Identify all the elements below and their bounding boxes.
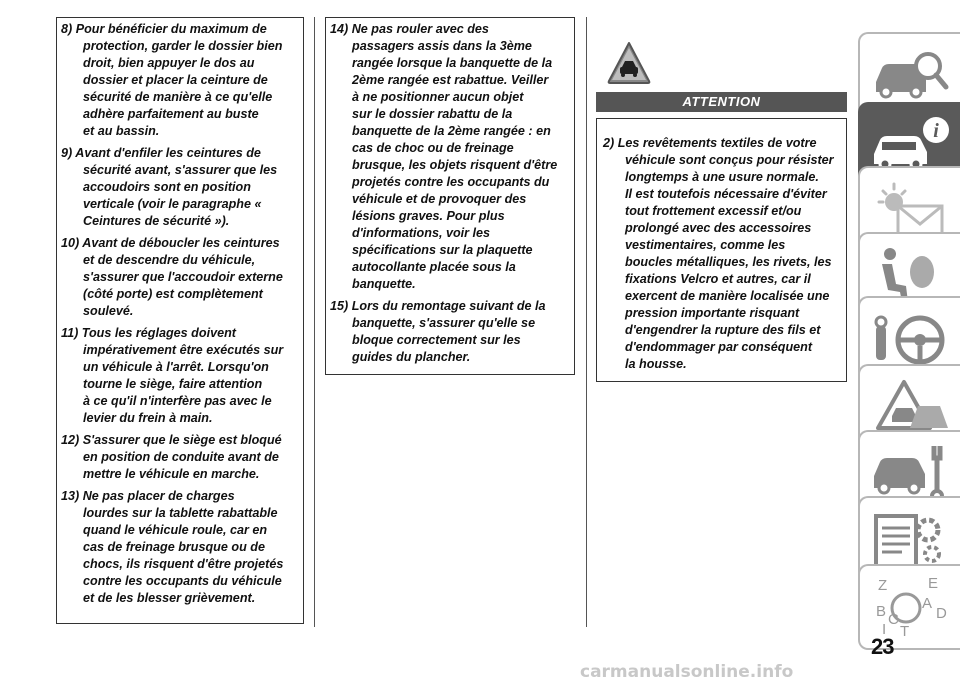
item-line: cas de choc ou de freinage <box>352 141 514 155</box>
index-letter: I <box>882 621 887 638</box>
item-line: tourne le siège, faire attention <box>83 377 263 391</box>
attention-text <box>603 135 847 378</box>
item-line: mettre le véhicule en marche. <box>83 467 260 481</box>
item-first-line: 2) Les revêtements textiles de votre <box>603 136 817 150</box>
item-line: droit, bien appuyer le dos au <box>83 56 255 70</box>
column-divider <box>586 17 587 627</box>
item-line: quand le véhicule roule, car en <box>83 523 268 537</box>
item-line: fixations Velcro et autres, car il <box>625 272 811 286</box>
item-line: bloque correctement sur les <box>352 333 521 347</box>
index-letter: Z <box>878 577 888 594</box>
item-line: boucles métalliques, les rivets, les <box>625 255 832 269</box>
item-line: tout frottement excessif et/ou <box>625 204 802 218</box>
item-line: et de descendre du véhicule, <box>83 253 256 267</box>
item-first-line: 10) Avant de déboucler les ceintures <box>61 236 280 250</box>
item-line: chocs, ils risquent d'être projetés <box>83 557 284 571</box>
item-line: vestimentaires, comme les <box>625 238 786 252</box>
column-2-text <box>330 21 576 371</box>
item-line: à ce qu'il n'interfère pas avec le <box>83 394 272 408</box>
item-line: brusque, les objets risquent d'être <box>352 158 558 172</box>
index-letter: T <box>900 623 910 640</box>
item-line: dossier et placer la ceinture de <box>83 73 268 87</box>
item-line: guides du plancher. <box>352 350 471 364</box>
attention-title: ATTENTION <box>596 92 847 112</box>
item-line: sécurité avant, s'assurer que les <box>83 163 278 177</box>
item-line: Ceintures de sécurité »). <box>83 214 230 228</box>
list-item <box>61 432 305 483</box>
list-item <box>61 488 305 607</box>
page-number: 23 <box>871 634 894 659</box>
index-letter: E <box>928 576 939 592</box>
item-line: levier du frein à main. <box>83 411 213 425</box>
item-line: à ne positionner aucun objet <box>352 90 524 104</box>
item-line: verticale (voir le paragraphe « <box>83 197 262 211</box>
item-line: soulevé. <box>83 304 134 318</box>
list-item <box>61 21 305 140</box>
index-letter: C <box>888 611 899 628</box>
item-line: cas de freinage brusque ou de <box>83 540 265 554</box>
item-line: exercent de manière localisée une <box>625 289 830 303</box>
item-line: projetés contre les occupants du <box>352 175 550 189</box>
svg-text:i: i <box>933 120 939 142</box>
column-divider <box>314 17 315 627</box>
column-1-text <box>61 21 305 612</box>
warning-triangle-icon <box>606 40 652 86</box>
specifications-gear-icon <box>870 508 950 572</box>
list-item <box>61 325 305 427</box>
item-line: véhicule et de provoquer des <box>352 192 527 206</box>
item-line: spécifications sur la plaquette <box>352 243 533 257</box>
item-line: Il est toutefois nécessaire d'éviter <box>625 187 827 201</box>
item-first-line: 11) Tous les réglages doivent <box>61 326 236 340</box>
list-item <box>330 21 576 293</box>
instructions-column-1 <box>56 17 304 624</box>
item-line: impérativement être exécutés sur <box>83 343 284 357</box>
item-line: protection, garder le dossier bien <box>83 39 283 53</box>
item-line: un véhicule à l'arrêt. Lorsqu'on <box>83 360 269 374</box>
item-line: 2ème rangée est rabattue. Veiller <box>352 73 549 87</box>
item-line: autocollante placée sous la <box>352 260 516 274</box>
item-line: longtemps à une usure normale. <box>625 170 819 184</box>
item-line: véhicule sont conçus pour résister <box>625 153 834 167</box>
attention-box <box>596 118 847 382</box>
list-item <box>330 298 576 366</box>
item-line: accoudoirs sont en position <box>83 180 251 194</box>
item-line: rangée lorsque la banquette de la <box>352 56 553 70</box>
item-line: (côté porte) est complètement <box>83 287 263 301</box>
item-line: sécurité de manière à ce qu'elle <box>83 90 273 104</box>
item-line: la housse. <box>625 357 687 371</box>
item-line: contre les occupants du véhicule <box>83 574 282 588</box>
index-letter: D <box>936 605 947 622</box>
item-line: d'endommager par conséquent <box>625 340 813 354</box>
item-line: banquette, s'assurer qu'elle se <box>352 316 536 330</box>
instructions-column-2 <box>325 17 575 375</box>
list-item <box>61 145 305 230</box>
item-line: en position de conduite avant de <box>83 450 279 464</box>
item-line: lésions graves. Pour plus <box>352 209 505 223</box>
item-line: prolongé avec des accessoires <box>625 221 812 235</box>
steering-key-icon <box>870 308 950 372</box>
item-line: d'engendrer la rupture des fils et <box>625 323 821 337</box>
watermark: carmanualsonline.info <box>580 662 794 682</box>
item-first-line: 15) Lors du remontage suivant de la <box>330 299 546 313</box>
item-line: d'informations, voir les <box>352 226 491 240</box>
index-letters-icon <box>870 576 950 640</box>
list-item <box>603 135 847 373</box>
item-line: et au bassin. <box>83 124 160 138</box>
item-line: banquette. <box>352 277 416 291</box>
list-item <box>61 235 305 320</box>
item-line: adhère parfaitement au buste <box>83 107 259 121</box>
item-first-line: 14) Ne pas rouler avec des <box>330 22 489 36</box>
item-line: banquette de la 2ème rangée : en <box>352 124 551 138</box>
car-search-icon <box>870 44 950 108</box>
item-line: passagers assis dans la 3ème <box>352 39 532 53</box>
index-letter: A <box>922 595 933 612</box>
item-line: s'assurer que l'accoudoir externe <box>83 270 283 284</box>
item-first-line: 9) Avant d'enfiler les ceintures de <box>61 146 261 160</box>
item-line: sur le dossier rabattu de la <box>352 107 513 121</box>
item-first-line: 8) Pour bénéficier du maximum de <box>61 22 267 36</box>
item-line: pression importante risquant <box>625 306 800 320</box>
item-line: et de les blesser grièvement. <box>83 591 256 605</box>
item-first-line: 12) S'assurer que le siège est bloqué <box>61 433 282 447</box>
index-letter: B <box>876 603 887 620</box>
item-first-line: 13) Ne pas placer de charges <box>61 489 235 503</box>
item-line: lourdes sur la tablette rabattable <box>83 506 278 520</box>
